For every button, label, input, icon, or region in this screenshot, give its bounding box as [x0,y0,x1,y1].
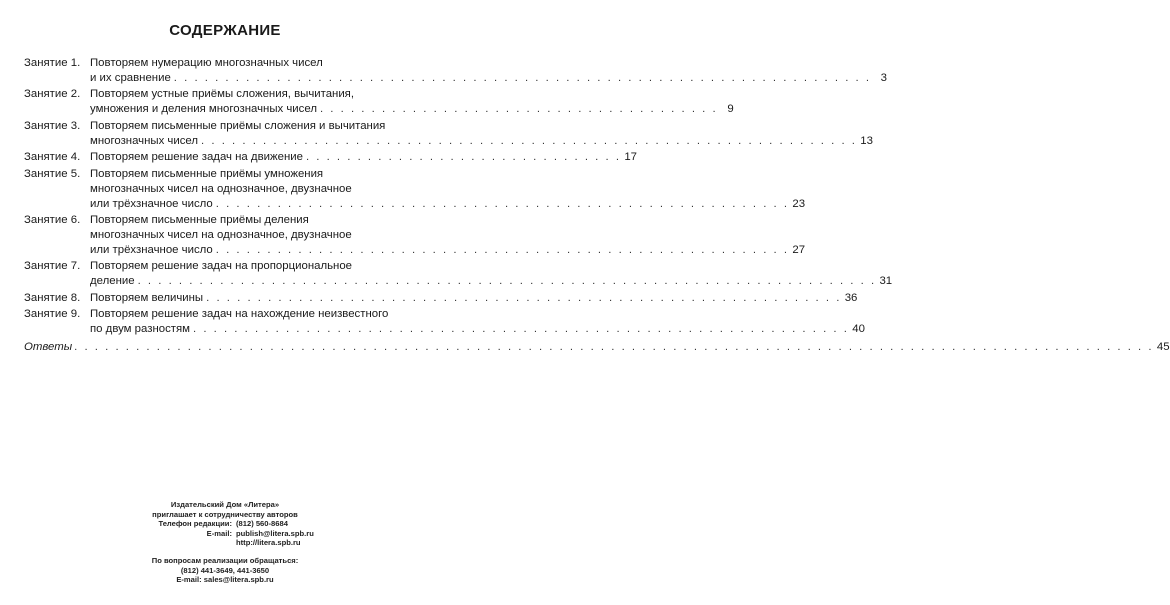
dot-leader: . . . . . . . . . . . . . . . . . . . . . . . . . . . . . . . . . . . . . . . . . . . . . . . . . . . . . . . . . . . . . . . . . . . . [173,71,872,84]
dot-leader: . . . . . . . . . . . . . . . . . . . . . . . . . . . . . . . . . . . . . . . . . . . . . . . . . . . . . . . . [215,197,790,210]
toc-entry-title-line: многозначных чисел [90,134,199,147]
toc-entry-3[interactable] [24,119,873,149]
answers-label: Ответы [24,341,73,354]
toc-entry-label: Занятие 2. [24,88,81,101]
toc-entry-9[interactable] [24,307,865,337]
toc-entry-title-line: Повторяем решение задач на пропорциональное [90,260,352,273]
sales-email-label: E-mail: [176,575,202,585]
toc-entry-page: 9 [727,103,734,116]
toc-entry-title-line: Повторяем решение задач на нахождение неизвестного [90,308,389,321]
toc-entry-label: Занятие 8. [24,291,81,304]
editorial-phone: (812) 560-8684 [236,519,288,529]
dot-leader: . . . . . . . . . . . . . . . . . . . . . . . . . . . . . . . . . . . . . . . . . . . . . . . . . . . . . . . . . . . . . . . . . . . . . . . . . . . . . . . . . . . . . . . . . . . . . . . . . . . . . . . . . [74,341,1154,354]
toc-entry-answers[interactable] [24,340,1170,355]
toc-entry-title-line: Повторяем устные приёмы сложения, вычитания, [90,88,355,101]
sales-label: По вопросам реализации обращаться: [151,555,299,565]
toc-entry-label: Занятие 3. [24,119,81,132]
dot-leader: . . . . . . . . . . . . . . . . . . . . . . . . . . . . . . . [305,151,621,164]
website-row [0,538,450,548]
toc-entry-title-line: деление [90,275,135,288]
toc-entry-label: Занятие 4. [24,151,81,164]
toc-entry-title-line: Повторяем письменные приёмы умножения [90,167,324,180]
toc-entry-5[interactable] [24,167,806,212]
sales-email[interactable]: sales@litera.spb.ru [203,575,274,585]
toc-entry-label: Занятие 6. [24,214,81,227]
toc-entry-title-line: Повторяем письменные приёмы сложения и вычитания [90,119,386,132]
toc-entry-label: Занятие 1. [24,57,81,69]
toc-entry-page: 17 [624,151,637,164]
toc-entry-title-line: многозначных чисел на однозначное, двузначное [90,228,352,241]
editorial-phone-label: Телефон редакции: [158,519,232,529]
toc-entry-page: 31 [879,275,893,288]
dot-leader: . . . . . . . . . . . . . . . . . . . . . . . . . . . . . . . . . . . . . . . . . . . . . . . . . . . . . . . . . . . . . . [206,291,842,304]
dot-leader: . . . . . . . . . . . . . . . . . . . . . . . . . . . . . . . . . . . . . . . . . . . . . . . . . . . . . . . . [215,243,790,256]
toc-entry-2[interactable] [24,87,734,117]
toc-entry-title-line: и их сравнение [90,71,171,84]
toc-entry-title-line: многозначных чисел на однозначное, двузначное [90,182,352,195]
toc-entry-title-line: Повторяем величины [90,291,204,304]
dot-leader: . . . . . . . . . . . . . . . . . . . . . . . . . . . . . . . . . . . . . . . [319,103,718,116]
toc-entry-8[interactable] [24,291,858,306]
page-title: СОДЕРЖАНИЕ [169,22,281,39]
toc-entry-4[interactable] [24,150,637,165]
toc-entry-title-line: Повторяем письменные приёмы деления [90,214,309,227]
website-link[interactable]: http://litera.spb.ru [236,538,301,548]
sales-email-row [0,575,450,585]
toc-entry-label: Занятие 7. [24,260,81,273]
toc-entry-title-line: Повторяем решение задач на движение [90,151,303,164]
dot-leader: . . . . . . . . . . . . . . . . . . . . . . . . . . . . . . . . . . . . . . . . . . . . . . . . . . . . . . . . . . . . . . . . [192,323,849,336]
toc-entry-title-line: или трёхзначное число [90,197,213,210]
toc-entry-title-line: умножения и деления многозначных чисел [90,103,317,116]
editorial-email-row [0,529,450,539]
toc-entry-title-line: или трёхзначное число [90,243,213,256]
toc-entry-page: 27 [792,243,806,256]
toc-entry-1[interactable] [24,56,888,86]
editorial-email[interactable]: publish@litera.spb.ru [236,528,314,538]
toc-entry-label: Занятие 9. [24,308,81,321]
toc-entry-label: Занятие 5. [24,167,81,180]
toc-entry-page: 45 [1156,341,1170,354]
toc-entry-title-line: Повторяем нумерацию многозначных чисел [90,57,323,69]
toc-entry-page: 36 [844,291,858,304]
table-of-contents [24,56,1170,355]
sales-phones: (812) 441-3649, 441-3650 [180,565,270,575]
toc-entry-page: 23 [792,197,806,210]
publisher-name: Издательский Дом «Литера» [170,500,280,509]
toc-entry-page: 13 [860,134,873,147]
editorial-phone-row [0,519,450,529]
toc-entry-6[interactable] [24,213,806,258]
dot-leader: . . . . . . . . . . . . . . . . . . . . . . . . . . . . . . . . . . . . . . . . . . . . . . . . . . . . . . . . . . . . . . . . [201,134,857,147]
toc-entry-title-line: по двум разностям [90,323,190,336]
publisher-invite: приглашает к сотрудничеству авторов [152,509,298,519]
toc-entry-7[interactable] [24,259,893,289]
email-label: E-mail: [206,528,232,538]
toc-entry-page: 3 [880,71,888,84]
toc-entry-page: 40 [852,323,865,336]
dot-leader: . . . . . . . . . . . . . . . . . . . . . . . . . . . . . . . . . . . . . . . . . . . . . . . . . . . . . . . . . . . . . . . . . . . . . . . . [137,275,877,288]
publisher-footer [0,500,450,585]
